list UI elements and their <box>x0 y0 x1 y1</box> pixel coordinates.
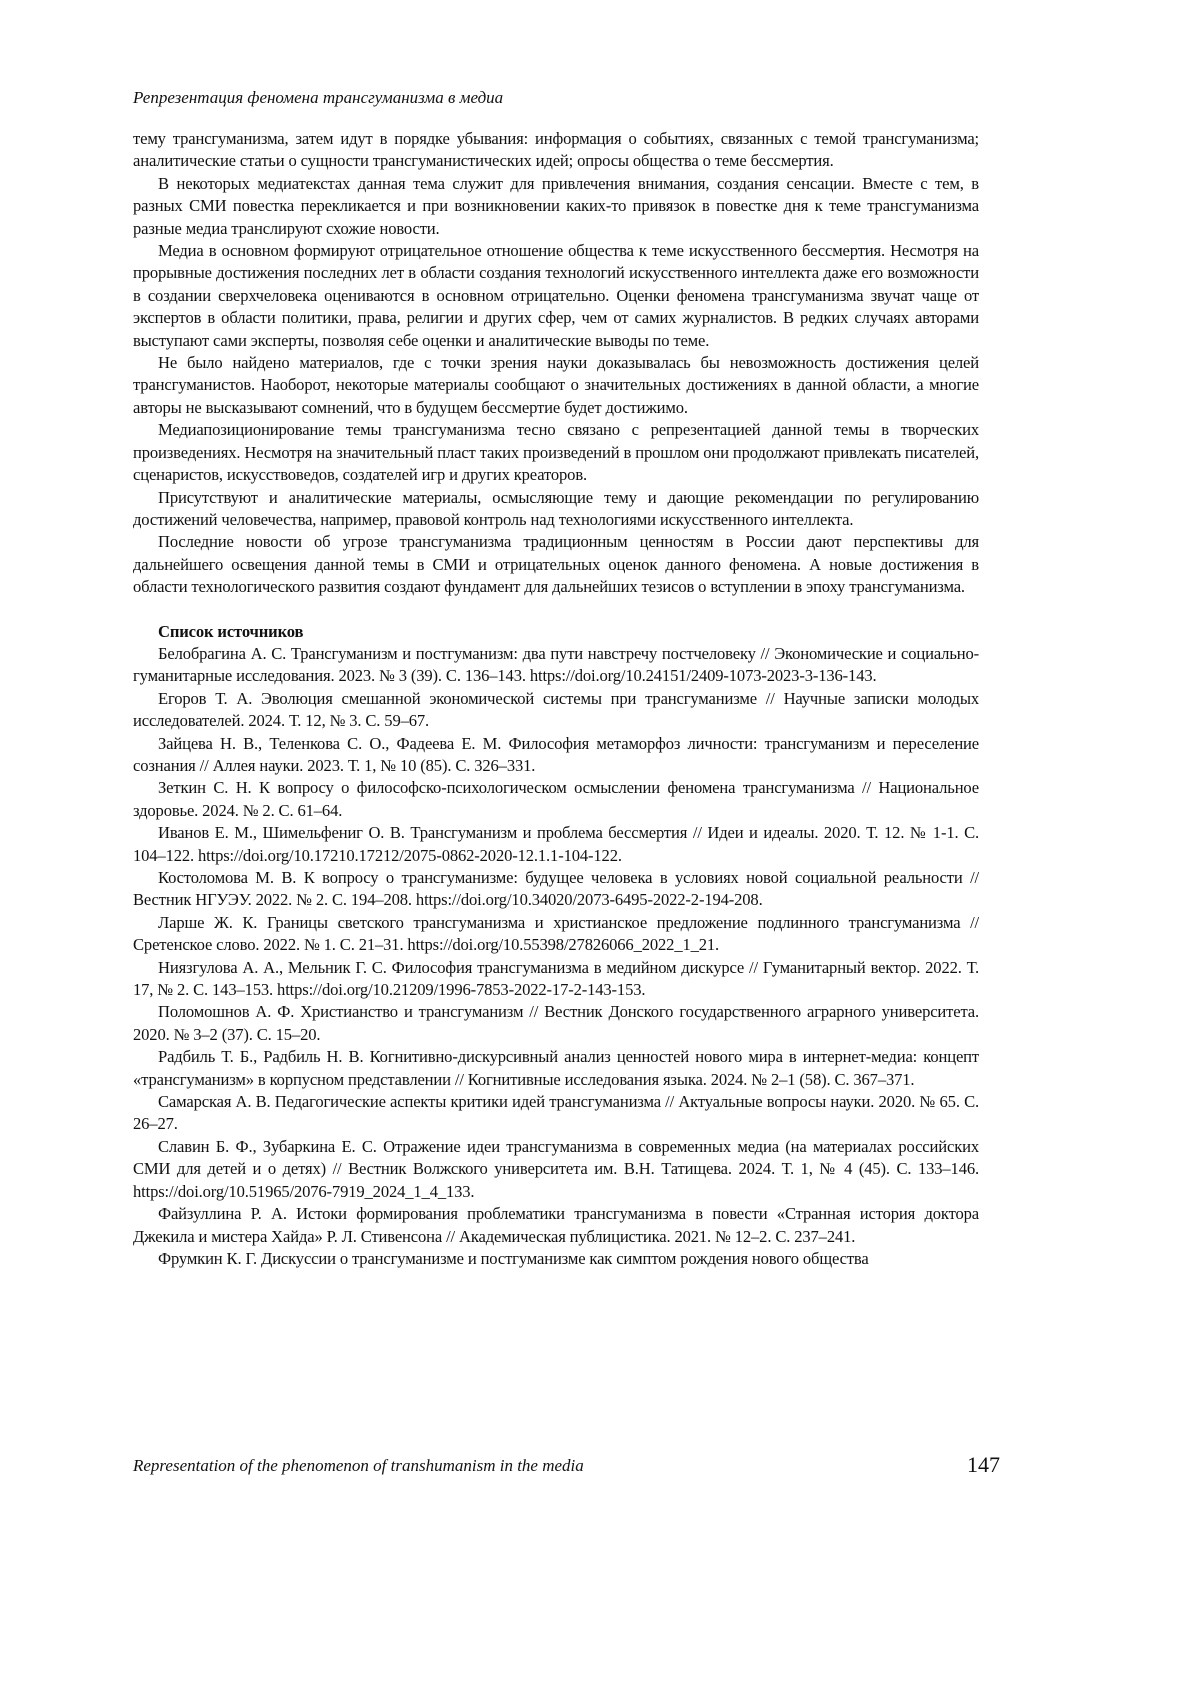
reference-item: Зайцева Н. В., Теленкова С. О., Фадеева Е. М. Философия метаморфоз личности: трансгуманизм и переселение сознания // Аллея науки. 2023. Т. 1, № 10 (85). С. 326–331. <box>133 733 979 775</box>
body-paragraph: Присутствуют и аналитические материалы, осмысляющие тему и дающие рекомендации по регулированию достижений человечества, например, правовой контроль над технологиями искусственного интеллекта. <box>133 487 979 529</box>
body-paragraph: Медиа в основном формируют отрицательное отношение общества к теме искусственного бессмертия. Несмотря на прорывные достижения последних лет в области создания технологий искусственного интеллекта даже его возможности в создании сверхчеловека оцениваются в основном отрицательно. Оценки феномена трансгуманизма звучат чаще от экспертов в области политики, права, религии и других сфер, чем от самих журналистов. В редких случаях авторами выступают сами эксперты, позволяя себе оценки и аналитические выводы по теме. <box>133 241 979 350</box>
reference-item: Иванов Е. М., Шимельфениг О. В. Трансгуманизм и проблема бессмертия // Идеи и идеалы. 2020. Т. 12. № 1-1. С. 104–122. https://doi.org/10.17210.17212/2075-0862-2020-12.1.1-104-122. <box>133 823 979 865</box>
reference-item: Ниязгулова А. А., Мельник Г. С. Философия трансгуманизма в медийном дискурсе // Гуманитарный вектор. 2022. Т. 17, № 2. С. 143–153. https://doi.org/10.21209/1996-7853-2022-17-2-143-153. <box>133 957 979 1000</box>
running-footer: Representation of the phenomenon of transhumanism in the media <box>133 1456 584 1475</box>
running-header: Репрезентация феномена трансгуманизма в медиа <box>133 88 504 107</box>
reference-item: Славин Б. Ф., Зубаркина Е. С. Отражение идеи трансгуманизма в современных медиа (на материалах российских СМИ для детей и о детях) // Вестник Волжского университета им. В.Н. Татищева. 2024. Т. 1, № 4 (45). С. 133–146. https://doi.org/10.51965/2076-7919_2024_1_4_133. <box>133 1136 979 1201</box>
reference-item: Файзуллина Р. А. Истоки формирования проблематики трансгуманизма в повести «Странная история доктора Джекила и мистера Хайда» Р. Л. Стивенсона // Академическая публицистика. 2021. № 12–2. С. 237–241. <box>133 1204 979 1246</box>
references-list <box>133 643 979 1270</box>
reference-item: Поломошнов А. Ф. Христианство и трансгуманизм // Вестник Донского государственного аграрного университета. 2020. № 3–2 (37). С. 15–20. <box>133 1002 979 1044</box>
reference-item: Костоломова М. В. К вопросу о трансгуманизме: будущее человека в условиях новой социальной реальности // Вестник НГУЭУ. 2022. № 2. С. 194–208. https://doi.org/10.34020/2073-6495-2022-2-194-208. <box>133 868 979 910</box>
reference-item: Ларше Ж. К. Границы светского трансгуманизма и христианское предложение подлинного трансгуманизма // Сретенское слово. 2022. № 1. С. 21–31. https://doi.org/10.55398/27826066_2022_1_21. <box>133 912 979 955</box>
body-paragraph: Не было найдено материалов, где с точки зрения науки доказывалась бы невозможность достижения целей трансгуманистов. Наоборот, некоторые материалы сообщают о значительных достижениях в данной области, а многие авторы не высказывают сомнений, что в будущем бессмертие будет достижимо. <box>133 353 979 417</box>
page-content <box>133 128 979 1270</box>
page-number: 147 <box>967 1452 1000 1477</box>
body-paragraph: тему трансгуманизма, затем идут в порядке убывания: информация о событиях, связанных с темой трансгуманизма; аналитические статьи о сущности трансгуманистических идей; опросы общества о теме бессмертия. <box>133 129 979 171</box>
reference-item: Самарская А. В. Педагогические аспекты критики идей трансгуманизма // Актуальные вопросы науки. 2020. № 65. С. 26–27. <box>133 1092 979 1134</box>
reference-item: Радбиль Т. Б., Радбиль Н. В. Когнитивно-дискурсивный анализ ценностей нового мира в интернет-медиа: концепт «трансгуманизм» в корпусном представлении // Когнитивные исследования языка. 2024. № 2–1 (58). С. 367–371. <box>133 1047 979 1089</box>
references-title: Список источников <box>158 621 304 641</box>
reference-item: Егоров Т. А. Эволюция смешанной экономической системы при трансгуманизме // Научные записки молодых исследователей. 2024. Т. 12, № 3. С. 59–67. <box>133 688 979 731</box>
reference-item: Белобрагина А. С. Трансгуманизм и постгуманизм: два пути навстречу постчеловеку // Экономические и социально-гуманитарные исследования. 2023. № 3 (39). С. 136–143. https://doi.org/10.24151/2409-1073-2023-3-136-143. <box>133 643 979 686</box>
body-paragraph: Медиапозиционирование темы трансгуманизма тесно связано с репрезентацией данной темы в творческих произведениях. Несмотря на значительный пласт таких произведений в прошлом они продолжают привлекать писателей, сценаристов, искусствоведов, создателей игр и других креаторов. <box>133 420 979 485</box>
body-paragraph: Последние новости об угрозе трансгуманизма традиционным ценностям в России дают перспективы для дальнейшего освещения данной темы в СМИ и отрицательных оценок данного феномена. А новые достижения в области технологического развития создают фундамент для дальнейших тезисов о вступлении в эпоху трансгуманизма. <box>133 532 979 597</box>
reference-item: Зеткин С. Н. К вопросу о философско-психологическом осмыслении феномена трансгуманизма // Национальное здоровье. 2024. № 2. С. 61–64. <box>133 778 979 820</box>
reference-item: Фрумкин К. Г. Дискуссии о трансгуманизме и постгуманизме как симптом рождения нового общества <box>158 1248 869 1268</box>
body-paragraph: В некоторых медиатекстах данная тема служит для привлечения внимания, создания сенсации. Вместе с тем, в разных СМИ повестка перекликается и при возникновении каких-то привязок в повестке дня к теме трансгуманизма разные медиа транслируют схожие новости. <box>133 173 979 238</box>
